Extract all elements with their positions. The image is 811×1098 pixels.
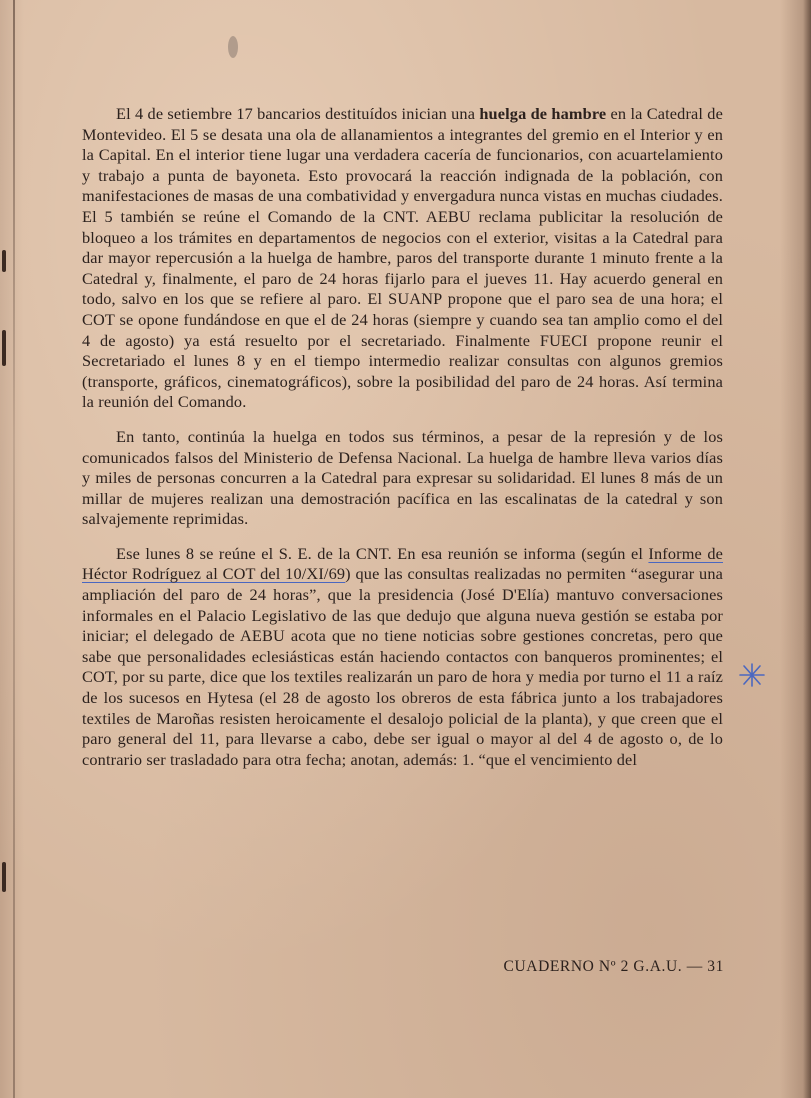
paragraph-1-text-b: en la Catedral de Montevideo. El 5 se desata una ola de allanamientos a integrantes del gremio en el Interior y en la Capital. En el interior tiene lugar una verdadera cacería de funcionarios, con acuartelamiento y trabajo a punta de bayoneta. Esto provocará la reacción indignada de la población, con manifestaciones de masas de una combatividad y envergadura nunca vistas en muchas ciudades. El 5 también se reúne el Comando de la CNT. AEBU reclama publicitar la resolución de bloqueo a los trámites en departamentos de negocios con el exterior, visitas a la Catedral para dar mayor repercusión a la huelga de hambre, paros del transporte durante 1 minuto frente a la Catedral y, finalmente, el paro de 24 horas fijarlo para el jueves 11. Hay acuerdo general en todo, salvo en los que se refiere al paro. El SUANP propone que el paro sea de una hora; el COT se opone fundándose en que el de 24 horas (siempre y cuando sea tan amplio como el del 4 de agosto) ya está resuelto por el secretariado. Finalmente FUECI propone reunir el Secretariado el lunes 8 y en el tiempo intermedio realizar consultas con algunos gremios (transporte, gráficos, cinematográficos), sobre la posibilidad del paro de 24 horas. Así termina la reunión del Comando. xyxy=(82,104,723,412)
paragraph-3 xyxy=(82,544,723,771)
page-footer: CUADERNO Nº 2 G.A.U. — 31 xyxy=(503,958,724,975)
paragraph-3-text-a: Ese lunes 8 se reúne el S. E. de la CNT. En esa reunión se informa (según el xyxy=(116,543,649,563)
page-left-edge xyxy=(13,0,15,1098)
binding-mark xyxy=(2,330,6,366)
handwritten-asterisk-icon xyxy=(737,662,767,688)
paragraph-1-text-a: El 4 de setiembre 17 bancarios destituídos inician una xyxy=(116,104,480,123)
paragraph-3-text-b: ) que las consultas realizadas no permiten “asegurar una ampliación del paro de 24 horas”, que la presidencia (José D'Elía) mantuvo conversaciones informales en el Palacio Legislativo de las que dedujo que alguna nueva gestión se estaba por iniciar; el delegado de AEBU acota que no tiene noticias sobre gestiones concretas, pero que sabe que personalidades eclesiásticas están haciendo contactos con banqueros prominentes; el COT, por su parte, dice que los textiles realizarán un paro de hora y media por turno el 11 a raíz de los sucesos en Hytesa (el 28 de agosto los obreros de esta fábrica junto a los trabajadores textiles de Maroñas resisten heroicamente el desalojo policial de la planta), y que creen que el paro general del 11, para llevarse a cabo, debe ser igual o mayor al del 4 de agosto o, de lo contrario ser trasladado para otra fecha; anotan, además: 1. “que el vencimiento del xyxy=(82,564,723,769)
ink-blot xyxy=(228,36,238,58)
underlined-reference: Informe de Héctor Rodríguez al COT del 10/XI/69 xyxy=(82,543,723,584)
page-right-edge xyxy=(803,0,811,1098)
body-text xyxy=(82,104,723,784)
paragraph-1 xyxy=(82,104,723,413)
binding-mark xyxy=(2,862,6,892)
paragraph-1-bold-phrase: huelga de hambre xyxy=(479,104,607,123)
binding-mark xyxy=(2,250,6,272)
paragraph-2: En tanto, continúa la huelga en todos sus términos, a pesar de la represión y de los comunicados falsos del Ministerio de Defensa Nacional. La huelga de hambre lleva varios días y miles de personas concurren a la Catedral para expresar su solidaridad. El lunes 8 más de un millar de mujeres realizan una demostración pacífica en las escalinatas de la catedral y son salvajemente reprimidas. xyxy=(82,426,723,529)
